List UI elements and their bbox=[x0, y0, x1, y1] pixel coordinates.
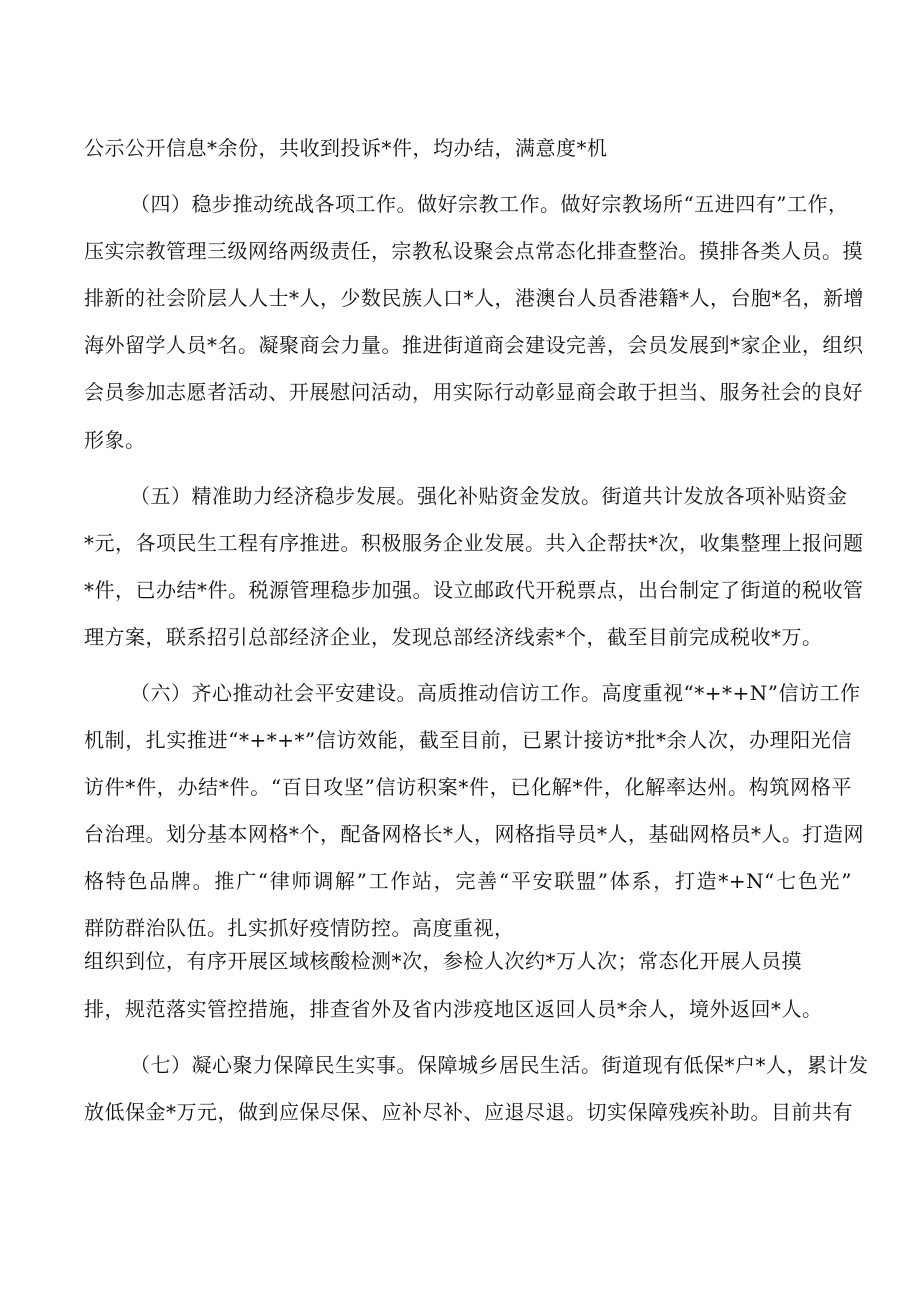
text-line: 台治理。划分基本网格*个，配备网格长*人，网格指导员*人，基础网格员*人。打造网 bbox=[84, 822, 864, 846]
text-line: 压实宗教管理三级网络两级责任，宗教私设聚会点常态化排查整治。摸排各类人员。摸 bbox=[84, 239, 863, 263]
text-line: 访件*件，办结*件。“百日攻坚”信访积案*件，已化解*件，化解率达州。构筑网格平 bbox=[84, 775, 852, 799]
paragraph-heading-line: （四）稳步推动统战各项工作。做好宗教工作。做好宗教场所“五进四有”工作， bbox=[130, 192, 849, 216]
text-line: *件，已办结*件。税源管理稳步加强。设立邮政代开税票点，出台制定了街道的税收管 bbox=[84, 578, 864, 602]
paragraph-heading-line: （五）精准助力经济稳步发展。强化补贴资金发放。街道共计发放各项补贴资金 bbox=[130, 484, 848, 508]
text-line: 排，规范落实管控措施，排查省外及省内涉疫地区返回人员*余人，境外返回*人。 bbox=[84, 997, 823, 1021]
text-line: *元，各项民生工程有序推进。积极服务企业发展。共入企帮扶*次，收集整理上报问题 bbox=[84, 531, 864, 555]
text-line: 理方案，联系招引总部经济企业，发现总部经济线索*个，截至目前完成税收*万。 bbox=[84, 625, 823, 649]
text-line: 放低保金*万元，做到应保尽保、应补尽补、应退尽退。切实保障残疾补助。目前共有 bbox=[84, 1100, 853, 1124]
text-line: 组织到位，有序开展区域核酸检测*次，参检人次约*万人次；常态化开展人员摸 bbox=[84, 949, 802, 973]
text-line: 形象。 bbox=[84, 428, 146, 452]
text-line: 公示公开信息*余份，共收到投诉*件，均办结，满意度*机 bbox=[84, 136, 608, 160]
text-line: 排新的社会阶层人人士*人，少数民族人口*人，港澳台人员香港籍*人，台胞*名，新增 bbox=[84, 286, 864, 310]
text-line: 格特色品牌。推广“律师调解”工作站，完善“平安联盟”体系，打造*+N“七色光” bbox=[84, 869, 852, 893]
paragraph-heading-line: （七）凝心聚力保障民生实事。保障城乡居民生活。街道现有低保*户*人，累计发 bbox=[130, 1053, 869, 1077]
paragraph-heading-line: （六）齐心推动社会平安建设。高质推动信访工作。高度重视“*+*+N”信访工作 bbox=[130, 681, 861, 705]
text-line: 群防群治队伍。扎实抓好疫情防控。高度重视， bbox=[84, 916, 515, 940]
text-line: 机制，扎实推进“*+*+*”信访效能，截至目前，已累计接访*批*余人次，办理阳光信 bbox=[84, 728, 852, 752]
text-line: 会员参加志愿者活动、开展慰问活动，用实际行动彰显商会敢于担当、服务社会的良好 bbox=[84, 380, 863, 404]
text-line: 海外留学人员*名。凝聚商会力量。推进街道商会建设完善，会员发展到*家企业，组织 bbox=[84, 333, 864, 357]
